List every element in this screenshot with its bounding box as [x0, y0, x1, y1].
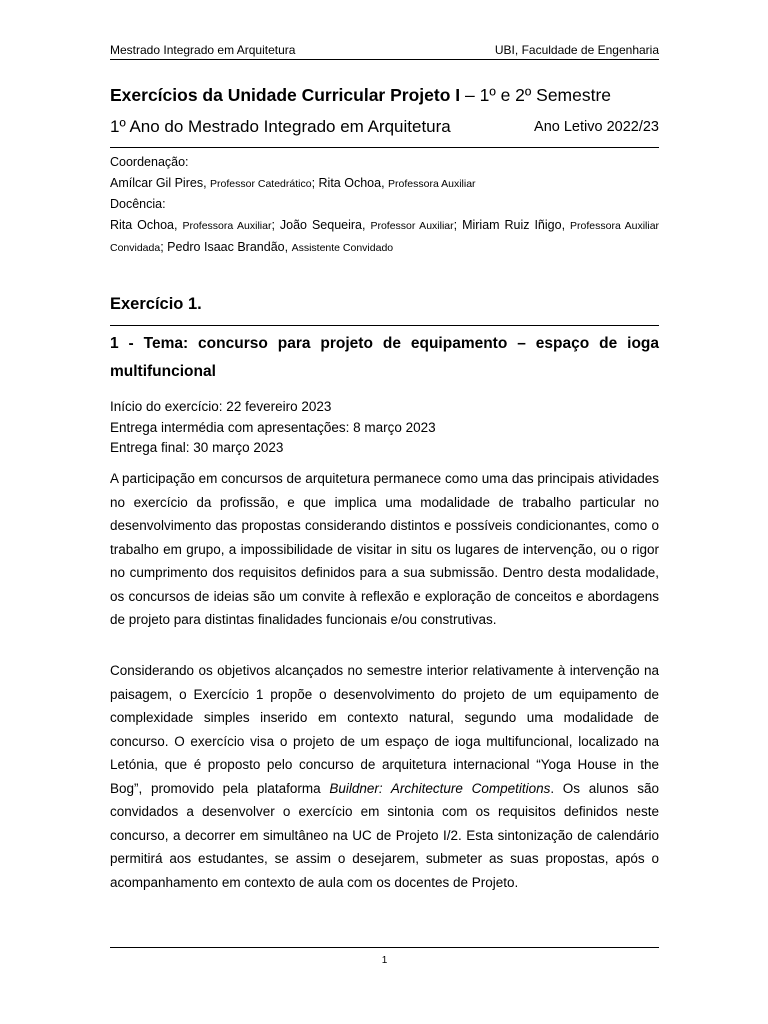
course-name: 1º Ano do Mestrado Integrado em Arquitetura	[110, 117, 451, 136]
teacher-name: João Sequeira	[279, 218, 362, 232]
document-title	[110, 85, 659, 106]
exercise-heading: Exercício 1.	[110, 295, 202, 313]
teacher-name: Rita Ochoa	[110, 218, 175, 232]
paragraph-objectives-part1: Considerando os objetivos alcançados no semestre interior relativamente à intervenção na paisagem, o Exercício 1 propõe o desenvolvimento do projeto de um equipamento de complexidade simples inserido em contexto natural, segundo uma modalidade de concurso. O exercício visa o projeto de um espaço de ioga multifuncional, localizado na Letónia, que é proposto pelo concurso de arquitetura internacional “Yoga House in the Bog”, promovido pela plataforma	[110, 663, 659, 796]
academic-year: Ano Letivo 2022/23	[534, 119, 659, 135]
coordinator-name: Rita Ochoa	[318, 176, 382, 190]
start-date: Início do exercício: 22 fevereiro 2023	[110, 399, 332, 414]
final-delivery-date: Entrega final: 30 março 2023	[110, 440, 284, 455]
coordination-label: Coordenação:	[110, 155, 189, 169]
teacher-name: Pedro Isaac Brandão	[167, 240, 285, 254]
coordinator-role: Professora Auxiliar	[388, 178, 476, 190]
document-title-bold: Exercícios da Unidade Curricular Projeto I	[110, 85, 461, 105]
exercise-dates	[110, 397, 436, 459]
paragraph-objectives	[110, 659, 659, 894]
teacher-role: Professora Auxiliar	[182, 220, 272, 232]
header-program: Mestrado Integrado em Arquitetura	[110, 43, 296, 57]
teacher-role: Assistente Convidado	[291, 242, 394, 254]
footer-rule	[110, 947, 659, 948]
header-institution: UBI, Faculdade de Engenharia	[494, 43, 659, 57]
exercise-topic: 1 - Tema: concurso para projeto de equipamento – espaço de ioga multifuncional	[110, 335, 659, 380]
teacher-name: Miriam Ruiz Iñigo	[462, 218, 562, 232]
document-title-rest: – 1º e 2º Semestre	[460, 85, 612, 105]
coordinator-name: Amílcar Gil Pires	[110, 176, 204, 190]
document-subtitle	[110, 117, 659, 137]
paragraph-objectives-part2: . Os alunos são convidados a desenvolver o exercício em sintonia com os requisitos definidos neste concurso, a decorrer em simultâneo na UC de Projeto I/2. Esta sintonização de calendário permitirá aos estudantes, se assim o desejarem, submeter as suas propostas, após o acompanhamento em contexto de aula com os docentes de Projeto.	[110, 780, 659, 890]
platform-name: Buildner: Architecture Competitions	[329, 780, 551, 796]
teaching-label: Docência:	[110, 197, 166, 211]
exercise-rule	[110, 325, 659, 326]
header-rule	[110, 59, 659, 60]
teacher-role: Professora Auxiliar Convidada	[110, 220, 660, 254]
coordinator-role: Professor Catedrático	[210, 178, 312, 190]
paragraph-intro: A participação em concursos de arquitetura permanece como uma das principais atividades no exercício da profissão, e que implica uma modalidade de trabalho particular no desenvolvimento das propostas considerando distintos e possíveis condicionantes, como o trabalho em grupo, a impossibilidade de visitar in situ os lugares de intervenção, ou o rigor no cumprimento dos requisitos definidos para a sua submissão. Dentro desta modalidade, os concursos de ideias são um convite à reflexão e exploração de conceitos e abordagens de projeto para distintas finalidades funcionais e/ou construtivas.	[110, 471, 659, 627]
title-rule	[110, 147, 659, 148]
intermediate-delivery-date: Entrega intermédia com apresentações: 8 março 2023	[110, 419, 436, 435]
teachers-line: Rita Ochoa, Professora Auxiliar; João Sequeira, Professor Auxiliar; Miriam Ruiz Iñigo, Professora Auxiliar Convidada; Pedro Isaac Brandão, Assistente Convidado	[110, 218, 660, 254]
coordinators-line: Amílcar Gil Pires, Professor Catedrático; Rita Ochoa, Professora Auxiliar	[110, 176, 476, 190]
page-number: 1	[381, 955, 388, 966]
teacher-role: Professor Auxiliar	[370, 220, 454, 232]
